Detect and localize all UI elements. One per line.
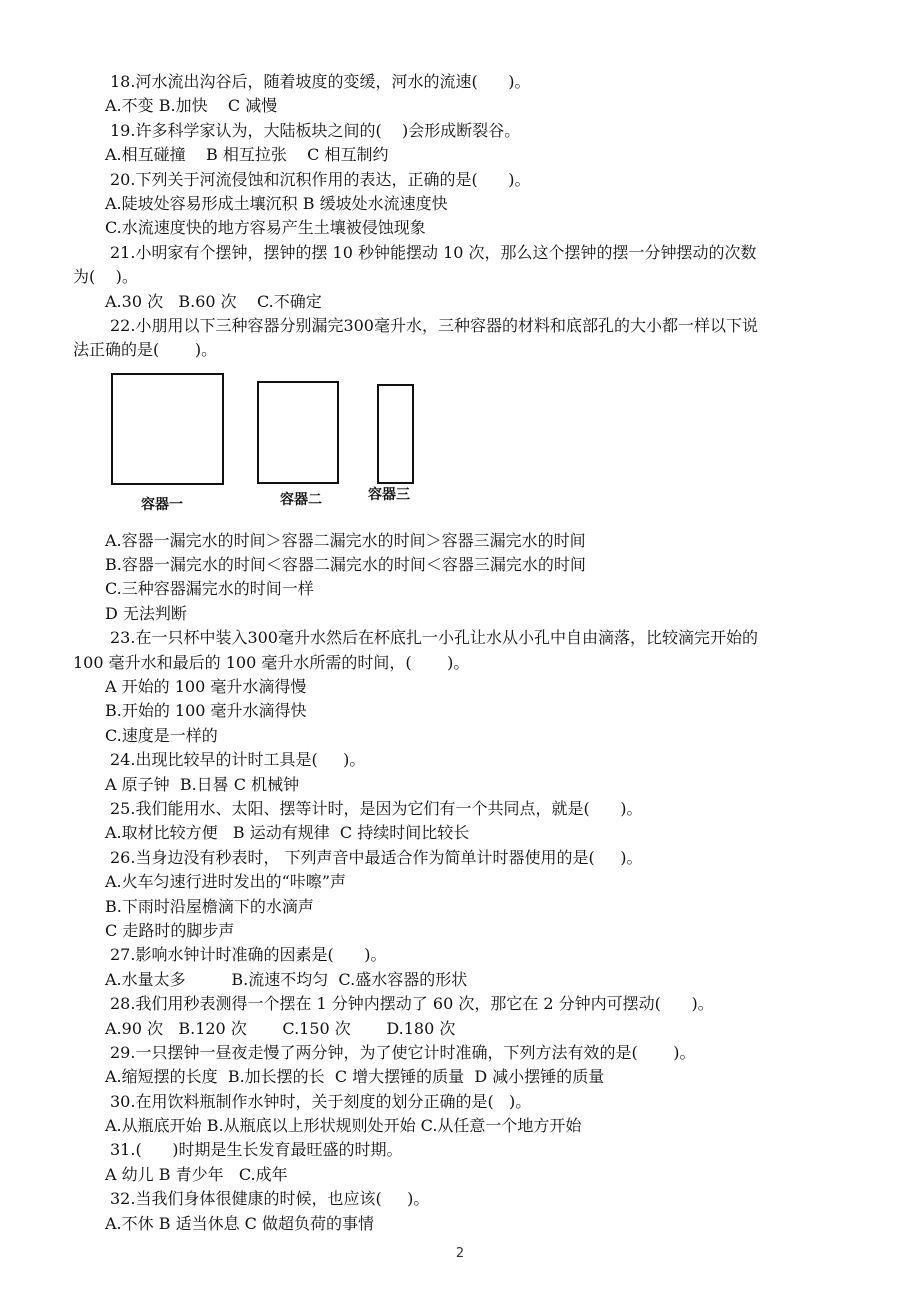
text-line: 30.在用饮料瓶制作水钟时，关于刻度的划分正确的是( )。 <box>110 1091 532 1111</box>
container-three-label: 容器三 <box>368 486 410 503</box>
text-line: 29.一只摆钟一昼夜走慢了两分钟，为了使它计时准确，下列方法有效的是( )。 <box>110 1042 696 1062</box>
text-line: 100 毫升水和最后的 100 毫升水所需的时间，( )。 <box>73 652 470 672</box>
text-line: A.相互碰撞 B 相互拉张 C 相互制约 <box>105 145 389 165</box>
text-line: 24.出现比较早的计时工具是( )。 <box>110 750 366 770</box>
text-line: A.陡坡处容易形成土壤沉积 B 缓坡处水流速度快 <box>105 193 448 213</box>
text-line: C.速度是一样的 <box>105 725 218 745</box>
text-line: A.水量太多 B.流速不均匀 C.盛水容器的形状 <box>105 969 468 989</box>
page-number: 2 <box>455 1246 465 1261</box>
text-line: 27.影响水钟计时准确的因素是( )。 <box>110 945 387 965</box>
text-line: B.容器一漏完水的时间＜容器二漏完水的时间＜容器三漏完水的时间 <box>105 555 586 575</box>
text-line: A.30 次 B.60 次 C.不确定 <box>105 291 322 311</box>
text-line: A.缩短摆的长度 B.加长摆的长 C 增大摆锤的质量 D 减小摆锤的质量 <box>105 1067 605 1087</box>
questions-22-32 <box>73 529 865 1236</box>
text-line: A.火车匀速行进时发出的“咔嚓”声 <box>105 872 347 892</box>
text-line: D 无法判断 <box>105 603 187 623</box>
container-three <box>377 384 414 484</box>
text-line: 25.我们能用水、太阳、摆等计时，是因为它们有一个共同点，就是( )。 <box>110 798 643 818</box>
container-one <box>111 373 224 485</box>
text-line: 22.小朋用以下三种容器分别漏完300毫升水，三种容器的材料和底部孔的大小都一样以下说 <box>110 315 758 335</box>
text-line: A.容器一漏完水的时间＞容器二漏完水的时间＞容器三漏完水的时间 <box>105 530 586 550</box>
text-line: 21.小明家有个摆钟，摆钟的摆 10 秒钟能摆动 10 次，那么这个摆钟的摆一分钟摆动的次数 <box>110 242 757 262</box>
text-line: 26.当身边没有秒表时， 下列声音中最适合作为简单计时器使用的是( )。 <box>110 847 643 867</box>
text-line: A 幼儿 B 青少年 C.成年 <box>105 1164 288 1184</box>
container-one-label: 容器一 <box>141 496 183 513</box>
text-line: A.90 次 B.120 次 C.150 次 D.180 次 <box>105 1018 456 1038</box>
text-line: A 原子钟 B.日晷 C 机械钟 <box>105 774 300 794</box>
containers-figure <box>105 373 865 523</box>
text-line: 31.( )时期是生长发育最旺盛的时期。 <box>110 1140 403 1160</box>
text-line: C 走路时的脚步声 <box>105 920 235 940</box>
text-line: 20.下列关于河流侵蚀和沉积作用的表达，正确的是( )。 <box>110 169 531 189</box>
text-line: C.三种容器漏完水的时间一样 <box>105 579 314 599</box>
text-line: 32.当我们身体很健康的时候，也应该( )。 <box>110 1189 430 1209</box>
text-line: 18.河水流出沟谷后，随着坡度的变缓，河水的流速( )。 <box>110 72 531 91</box>
question-content <box>73 70 865 1236</box>
text-line: A.从瓶底开始 B.从瓶底以上形状规则处开始 C.从任意一个地方开始 <box>105 1116 582 1136</box>
text-line: 为( )。 <box>73 267 138 287</box>
text-line: A.取材比较方便 B 运动有规律 C 持续时间比较长 <box>105 823 470 843</box>
text-line: A.不休 B 适当休息 C 做超负荷的事情 <box>105 1213 374 1233</box>
container-two <box>257 381 339 484</box>
text-line: B.下雨时沿屋檐滴下的水滴声 <box>105 896 314 916</box>
text-line: B.开始的 100 毫升水滴得快 <box>105 701 307 721</box>
container-two-label: 容器二 <box>280 491 322 508</box>
text-line: C.水流速度快的地方容易产生土壤被侵蚀现象 <box>105 218 426 238</box>
text-line: 19.许多科学家认为，大陆板块之间的( )会形成断裂谷。 <box>110 120 521 140</box>
questions-18-22 <box>73 70 865 363</box>
text-line: A 开始的 100 毫升水滴得慢 <box>105 677 307 697</box>
text-line: A.不变 B.加快 C 减慢 <box>105 96 278 116</box>
text-line: 23.在一只杯中装入300毫升水然后在杯底扎一小孔让水从小孔中自由滴落，比较滴完开始的 <box>110 628 758 648</box>
text-line: 法正确的是( )。 <box>73 340 218 360</box>
text-line: 28.我们用秒表测得一个摆在 1 分钟内摆动了 60 次，那它在 2 分钟内可摆动( )。 <box>110 994 714 1014</box>
